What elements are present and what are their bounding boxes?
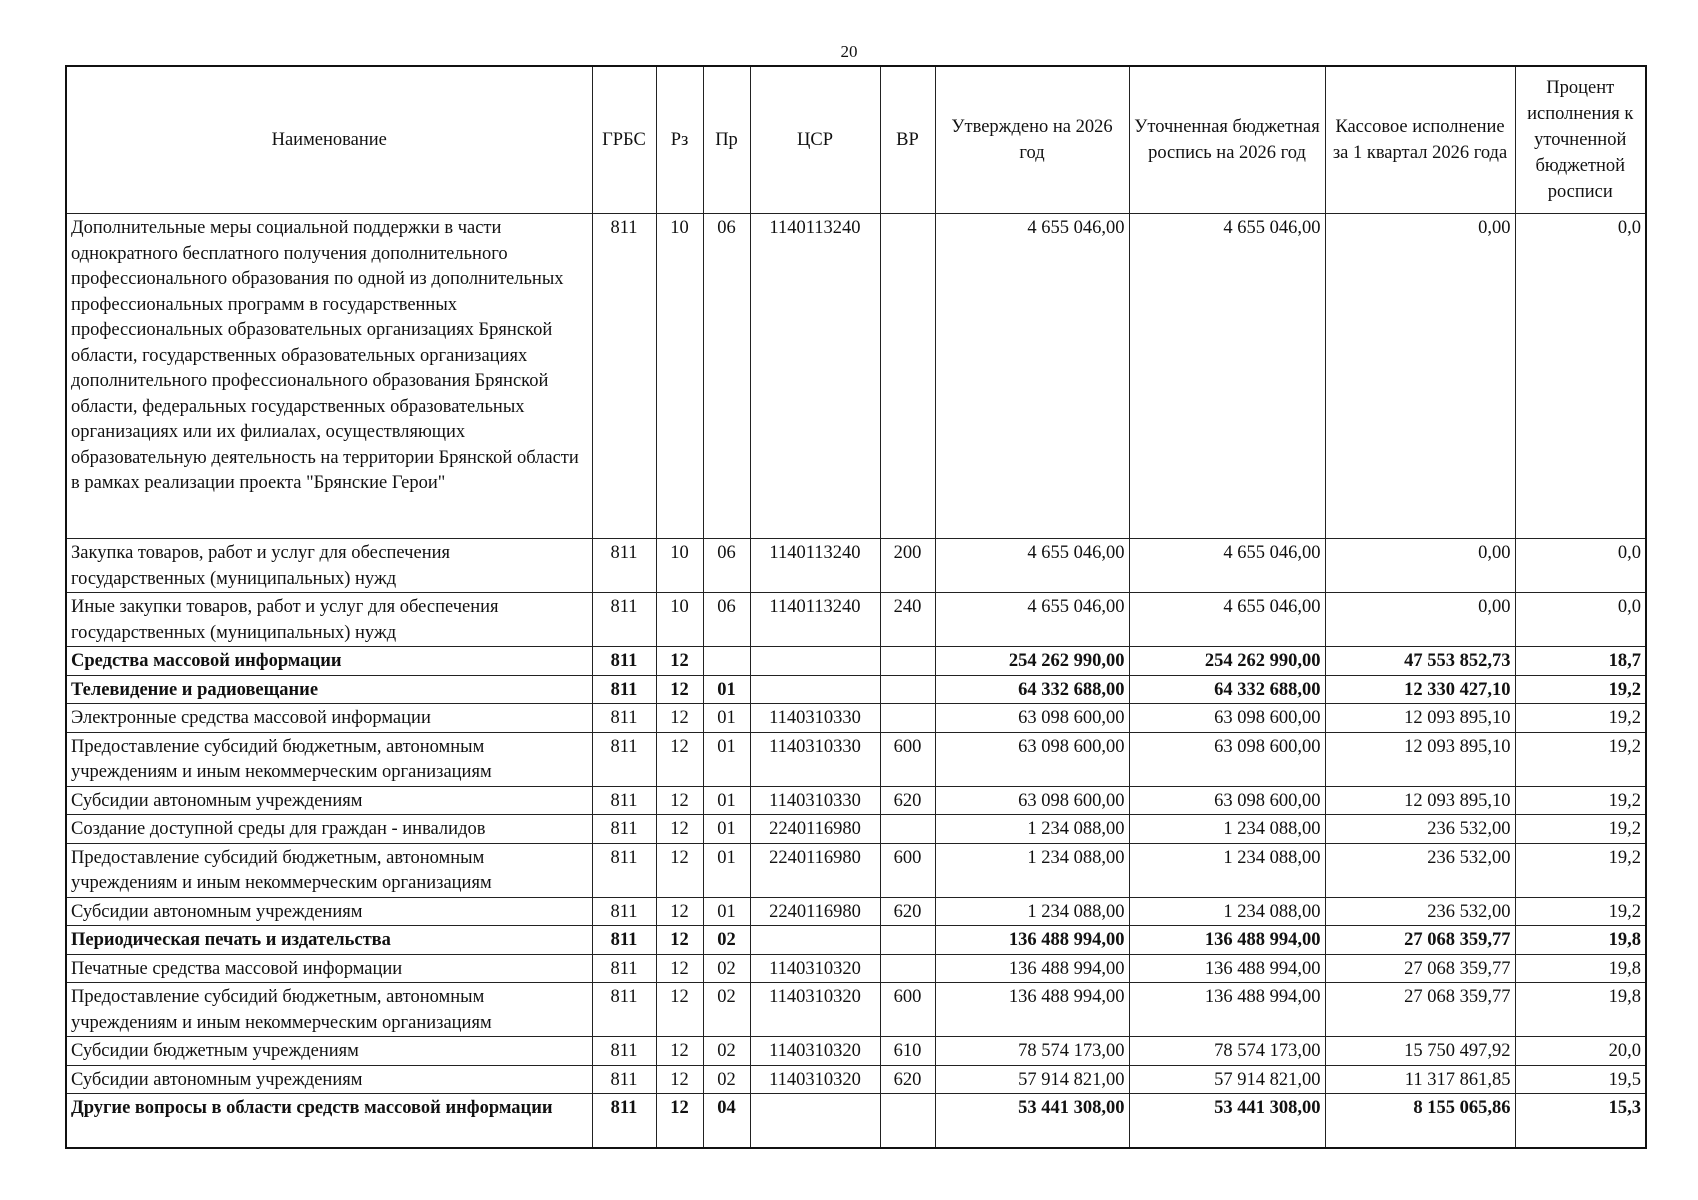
cell-vr: 620: [880, 786, 935, 815]
cell-approved: 136 488 994,00: [935, 983, 1129, 1037]
cell-refined: 1 234 088,00: [1129, 815, 1325, 844]
cell-name: Субсидии автономным учреждениям: [66, 1065, 592, 1094]
cell-grbs: 811: [592, 843, 656, 897]
cell-refined: 136 488 994,00: [1129, 926, 1325, 955]
cell-percent: 20,0: [1515, 1037, 1646, 1066]
cell-percent: 19,2: [1515, 843, 1646, 897]
header-name: Наименование: [66, 66, 592, 214]
cell-executed: 236 532,00: [1325, 815, 1515, 844]
cell-pr: 02: [703, 954, 750, 983]
cell-pr: 01: [703, 897, 750, 926]
cell-pr: 01: [703, 675, 750, 704]
cell-refined: 1 234 088,00: [1129, 843, 1325, 897]
cell-rz: 12: [656, 704, 703, 733]
cell-name: Закупка товаров, работ и услуг для обеспечения государственных (муниципальных) нужд: [66, 539, 592, 593]
cell-executed: 27 068 359,77: [1325, 983, 1515, 1037]
cell-approved: 63 098 600,00: [935, 732, 1129, 786]
cell-grbs: 811: [592, 539, 656, 593]
cell-percent: 19,8: [1515, 926, 1646, 955]
cell-approved: 4 655 046,00: [935, 593, 1129, 647]
cell-refined: 57 914 821,00: [1129, 1065, 1325, 1094]
cell-grbs: 811: [592, 1065, 656, 1094]
cell-grbs: 811: [592, 732, 656, 786]
header-rz: Рз: [656, 66, 703, 214]
page-number: 20: [840, 42, 858, 61]
cell-pr: [703, 647, 750, 676]
cell-executed: 236 532,00: [1325, 843, 1515, 897]
cell-name: Печатные средства массовой информации: [66, 954, 592, 983]
cell-csr: 1140310330: [750, 704, 880, 733]
cell-rz: 12: [656, 1094, 703, 1148]
cell-csr: 2240116980: [750, 843, 880, 897]
cell-vr: [880, 675, 935, 704]
cell-name: Предоставление субсидий бюджетным, автономным учреждениям и иным некоммерческим организациям: [66, 732, 592, 786]
cell-refined: 64 332 688,00: [1129, 675, 1325, 704]
cell-refined: 53 441 308,00: [1129, 1094, 1325, 1148]
cell-refined: 136 488 994,00: [1129, 983, 1325, 1037]
cell-grbs: 811: [592, 647, 656, 676]
cell-vr: [880, 926, 935, 955]
cell-percent: 19,8: [1515, 954, 1646, 983]
table-row: [66, 1094, 1646, 1148]
cell-refined: 136 488 994,00: [1129, 954, 1325, 983]
cell-name: Электронные средства массовой информации: [66, 704, 592, 733]
cell-percent: 19,8: [1515, 983, 1646, 1037]
cell-grbs: 811: [592, 704, 656, 733]
cell-csr: 1140310320: [750, 954, 880, 983]
header-pr: Пр: [703, 66, 750, 214]
cell-vr: 600: [880, 983, 935, 1037]
cell-grbs: 811: [592, 786, 656, 815]
table-body: [66, 214, 1646, 1148]
cell-approved: 63 098 600,00: [935, 704, 1129, 733]
cell-rz: 12: [656, 897, 703, 926]
table-row: [66, 675, 1646, 704]
cell-csr: 1140310330: [750, 732, 880, 786]
table-header: [66, 66, 1646, 214]
table-row: [66, 1037, 1646, 1066]
cell-vr: [880, 647, 935, 676]
cell-refined: 1 234 088,00: [1129, 897, 1325, 926]
table-row: [66, 647, 1646, 676]
cell-name: Субсидии бюджетным учреждениям: [66, 1037, 592, 1066]
cell-name: Другие вопросы в области средств массовой информации: [66, 1094, 592, 1148]
cell-pr: 02: [703, 926, 750, 955]
cell-grbs: 811: [592, 593, 656, 647]
cell-csr: [750, 1094, 880, 1148]
table-row: [66, 897, 1646, 926]
cell-pr: 01: [703, 815, 750, 844]
table-row: [66, 593, 1646, 647]
cell-vr: 600: [880, 732, 935, 786]
cell-grbs: 811: [592, 815, 656, 844]
cell-percent: 19,2: [1515, 897, 1646, 926]
cell-pr: 01: [703, 732, 750, 786]
cell-grbs: 811: [592, 214, 656, 539]
cell-csr: 1140310320: [750, 1065, 880, 1094]
cell-vr: 620: [880, 897, 935, 926]
cell-rz: 10: [656, 539, 703, 593]
cell-executed: 12 093 895,10: [1325, 786, 1515, 815]
cell-executed: 15 750 497,92: [1325, 1037, 1515, 1066]
cell-approved: 1 234 088,00: [935, 815, 1129, 844]
cell-approved: 57 914 821,00: [935, 1065, 1129, 1094]
cell-approved: 78 574 173,00: [935, 1037, 1129, 1066]
cell-grbs: 811: [592, 926, 656, 955]
header-approved: Утверждено на 2026 год: [935, 66, 1129, 214]
cell-pr: 04: [703, 1094, 750, 1148]
table-row: [66, 732, 1646, 786]
table-row: [66, 926, 1646, 955]
cell-pr: 06: [703, 593, 750, 647]
cell-percent: 19,5: [1515, 1065, 1646, 1094]
cell-refined: 254 262 990,00: [1129, 647, 1325, 676]
cell-rz: 12: [656, 983, 703, 1037]
header-vr: ВР: [880, 66, 935, 214]
cell-name: Предоставление субсидий бюджетным, автономным учреждениям и иным некоммерческим организациям: [66, 983, 592, 1037]
table-row: [66, 214, 1646, 539]
cell-rz: 10: [656, 214, 703, 539]
cell-refined: 63 098 600,00: [1129, 786, 1325, 815]
cell-vr: 600: [880, 843, 935, 897]
cell-csr: 1140113240: [750, 214, 880, 539]
cell-name: Создание доступной среды для граждан - инвалидов: [66, 815, 592, 844]
cell-csr: 1140113240: [750, 539, 880, 593]
cell-rz: 12: [656, 1065, 703, 1094]
cell-rz: 12: [656, 1037, 703, 1066]
cell-executed: 0,00: [1325, 214, 1515, 539]
cell-rz: 12: [656, 843, 703, 897]
cell-executed: 47 553 852,73: [1325, 647, 1515, 676]
cell-executed: 11 317 861,85: [1325, 1065, 1515, 1094]
cell-grbs: 811: [592, 1094, 656, 1148]
cell-executed: 0,00: [1325, 593, 1515, 647]
cell-approved: 4 655 046,00: [935, 214, 1129, 539]
table-row: [66, 539, 1646, 593]
cell-name: Иные закупки товаров, работ и услуг для обеспечения государственных (муниципальных) нужд: [66, 593, 592, 647]
cell-refined: 63 098 600,00: [1129, 704, 1325, 733]
header-percent: Процент исполнения к уточненной бюджетной росписи: [1515, 66, 1646, 214]
cell-rz: 12: [656, 954, 703, 983]
cell-executed: 27 068 359,77: [1325, 926, 1515, 955]
cell-percent: 0,0: [1515, 539, 1646, 593]
cell-grbs: 811: [592, 897, 656, 926]
cell-csr: [750, 647, 880, 676]
cell-executed: 12 093 895,10: [1325, 732, 1515, 786]
cell-percent: 18,7: [1515, 647, 1646, 676]
cell-rz: 12: [656, 926, 703, 955]
cell-name: Телевидение и радиовещание: [66, 675, 592, 704]
cell-vr: [880, 704, 935, 733]
cell-csr: 1140113240: [750, 593, 880, 647]
table-row: [66, 1065, 1646, 1094]
cell-percent: 19,2: [1515, 815, 1646, 844]
cell-csr: [750, 675, 880, 704]
cell-csr: 1140310330: [750, 786, 880, 815]
cell-percent: 15,3: [1515, 1094, 1646, 1148]
cell-pr: 01: [703, 786, 750, 815]
cell-executed: 27 068 359,77: [1325, 954, 1515, 983]
cell-vr: 200: [880, 539, 935, 593]
cell-pr: 02: [703, 1037, 750, 1066]
cell-percent: 0,0: [1515, 214, 1646, 539]
table-row: [66, 983, 1646, 1037]
cell-approved: 53 441 308,00: [935, 1094, 1129, 1148]
cell-percent: 0,0: [1515, 593, 1646, 647]
cell-csr: 2240116980: [750, 897, 880, 926]
cell-pr: 02: [703, 1065, 750, 1094]
cell-vr: [880, 1094, 935, 1148]
header-csr: ЦСР: [750, 66, 880, 214]
cell-approved: 64 332 688,00: [935, 675, 1129, 704]
cell-name: Субсидии автономным учреждениям: [66, 786, 592, 815]
cell-pr: 02: [703, 983, 750, 1037]
cell-refined: 63 098 600,00: [1129, 732, 1325, 786]
cell-rz: 12: [656, 815, 703, 844]
header-executed: Кассовое исполнение за 1 квартал 2026 года: [1325, 66, 1515, 214]
cell-executed: 12 330 427,10: [1325, 675, 1515, 704]
cell-rz: 12: [656, 647, 703, 676]
cell-pr: 06: [703, 214, 750, 539]
header-grbs: ГРБС: [592, 66, 656, 214]
cell-vr: 610: [880, 1037, 935, 1066]
cell-approved: 63 098 600,00: [935, 786, 1129, 815]
cell-csr: 1140310320: [750, 1037, 880, 1066]
cell-percent: 19,2: [1515, 675, 1646, 704]
cell-approved: 136 488 994,00: [935, 926, 1129, 955]
cell-rz: 10: [656, 593, 703, 647]
cell-refined: 4 655 046,00: [1129, 593, 1325, 647]
cell-rz: 12: [656, 675, 703, 704]
cell-percent: 19,2: [1515, 732, 1646, 786]
cell-grbs: 811: [592, 954, 656, 983]
cell-vr: 620: [880, 1065, 935, 1094]
cell-name: Периодическая печать и издательства: [66, 926, 592, 955]
cell-grbs: 811: [592, 675, 656, 704]
cell-name: Предоставление субсидий бюджетным, автономным учреждениям и иным некоммерческим организациям: [66, 843, 592, 897]
table-row: [66, 815, 1646, 844]
table-row: [66, 786, 1646, 815]
cell-vr: 240: [880, 593, 935, 647]
cell-grbs: 811: [592, 983, 656, 1037]
cell-name: Дополнительные меры социальной поддержки в части однократного бесплатного получения дополнительного профессионального образования по одной из дополнительных профессиональных программ в государственных профессиональных образовательных организациях Брянской области, государственных образовательных организациях дополнительного профессионального образования Брянской области, федеральных государственных образовательных организациях или их филиалах, осуществляющих образовательную деятельность на территории Брянской области в рамках реализации проекта "Брянские Герои": [66, 214, 592, 539]
cell-approved: 1 234 088,00: [935, 897, 1129, 926]
cell-rz: 12: [656, 732, 703, 786]
cell-approved: 4 655 046,00: [935, 539, 1129, 593]
cell-csr: [750, 926, 880, 955]
cell-vr: [880, 815, 935, 844]
cell-name: Средства массовой информации: [66, 647, 592, 676]
cell-approved: 1 234 088,00: [935, 843, 1129, 897]
table-row: [66, 843, 1646, 897]
budget-execution-table: [65, 65, 1647, 1149]
cell-csr: 2240116980: [750, 815, 880, 844]
cell-vr: [880, 214, 935, 539]
cell-csr: 1140310320: [750, 983, 880, 1037]
cell-pr: 01: [703, 704, 750, 733]
cell-refined: 78 574 173,00: [1129, 1037, 1325, 1066]
cell-approved: 136 488 994,00: [935, 954, 1129, 983]
cell-refined: 4 655 046,00: [1129, 214, 1325, 539]
cell-approved: 254 262 990,00: [935, 647, 1129, 676]
cell-percent: 19,2: [1515, 704, 1646, 733]
cell-executed: 236 532,00: [1325, 897, 1515, 926]
table-row: [66, 704, 1646, 733]
cell-refined: 4 655 046,00: [1129, 539, 1325, 593]
cell-executed: 8 155 065,86: [1325, 1094, 1515, 1148]
cell-pr: 06: [703, 539, 750, 593]
cell-vr: [880, 954, 935, 983]
cell-executed: 12 093 895,10: [1325, 704, 1515, 733]
cell-grbs: 811: [592, 1037, 656, 1066]
table-row: [66, 954, 1646, 983]
cell-name: Субсидии автономным учреждениям: [66, 897, 592, 926]
cell-pr: 01: [703, 843, 750, 897]
cell-executed: 0,00: [1325, 539, 1515, 593]
header-refined: Уточненная бюджетная роспись на 2026 год: [1129, 66, 1325, 214]
cell-percent: 19,2: [1515, 786, 1646, 815]
cell-rz: 12: [656, 786, 703, 815]
